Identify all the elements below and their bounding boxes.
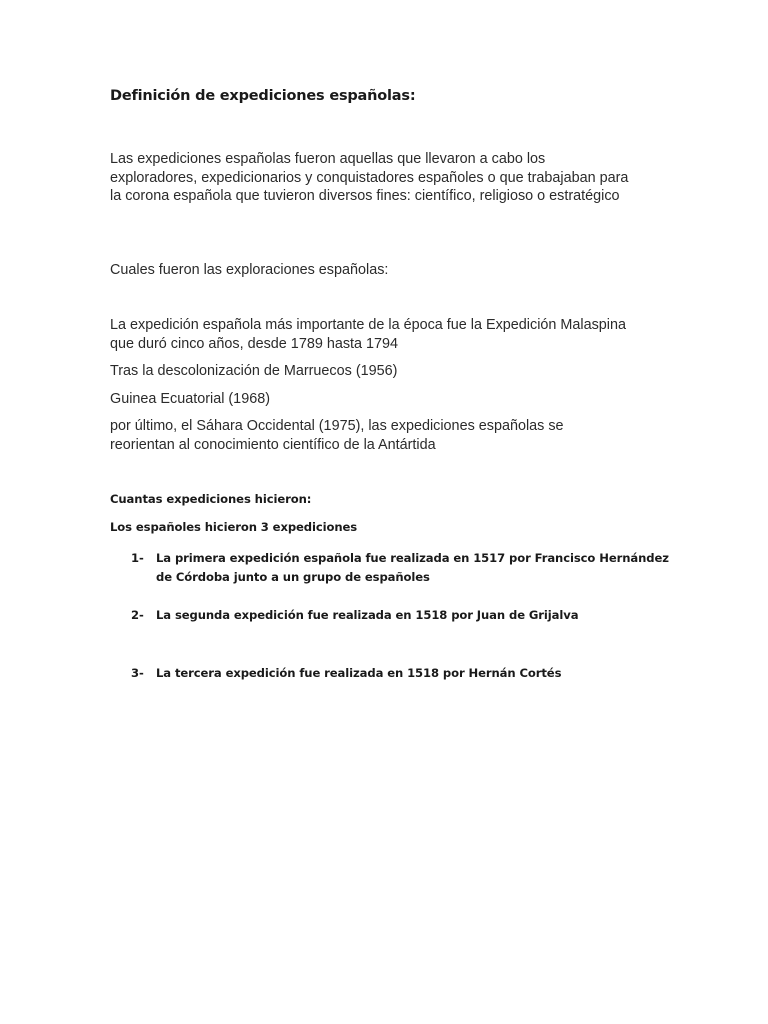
exploration-item: Tras la descolonización de Marruecos (1956) [110, 363, 398, 379]
list-number: 3- [131, 666, 144, 680]
exploration-item: La expedición española más importante de la época fue la Expedición Malaspina que duró cinco años, desde 1789 hasta 1794 [110, 317, 626, 352]
list-number: 2- [131, 608, 144, 622]
list-text: La segunda expedición fue realizada en 1518 por Juan de Grijalva [156, 608, 579, 622]
definition-paragraph: Las expediciones españolas fueron aquellas que llevaron a cabo los exploradores, expedicionarios y conquistadores españoles o que trabajaban para la corona española que tuvieron diversos fines: científico, religioso o estratégico [110, 151, 629, 204]
count-heading: Cuantas expediciones hicieron: [110, 492, 312, 506]
list-number: 1- [131, 551, 144, 565]
document-heading: Definición de expediciones españolas: [110, 88, 416, 104]
exploration-item: por último, el Sáhara Occidental (1975), las expediciones españolas se reorientan al conocimiento científico de la Antártida [110, 418, 564, 453]
count-text: Los españoles hicieron 3 expediciones [110, 520, 358, 534]
explorations-heading: Cuales fueron las exploraciones españolas: [110, 262, 389, 278]
exploration-item: Guinea Ecuatorial (1968) [110, 391, 270, 407]
list-text: La primera expedición española fue realizada en 1517 por Francisco Hernández de Córdoba junto a un grupo de españoles [156, 551, 669, 584]
list-text: La tercera expedición fue realizada en 1518 por Hernán Cortés [156, 666, 562, 680]
